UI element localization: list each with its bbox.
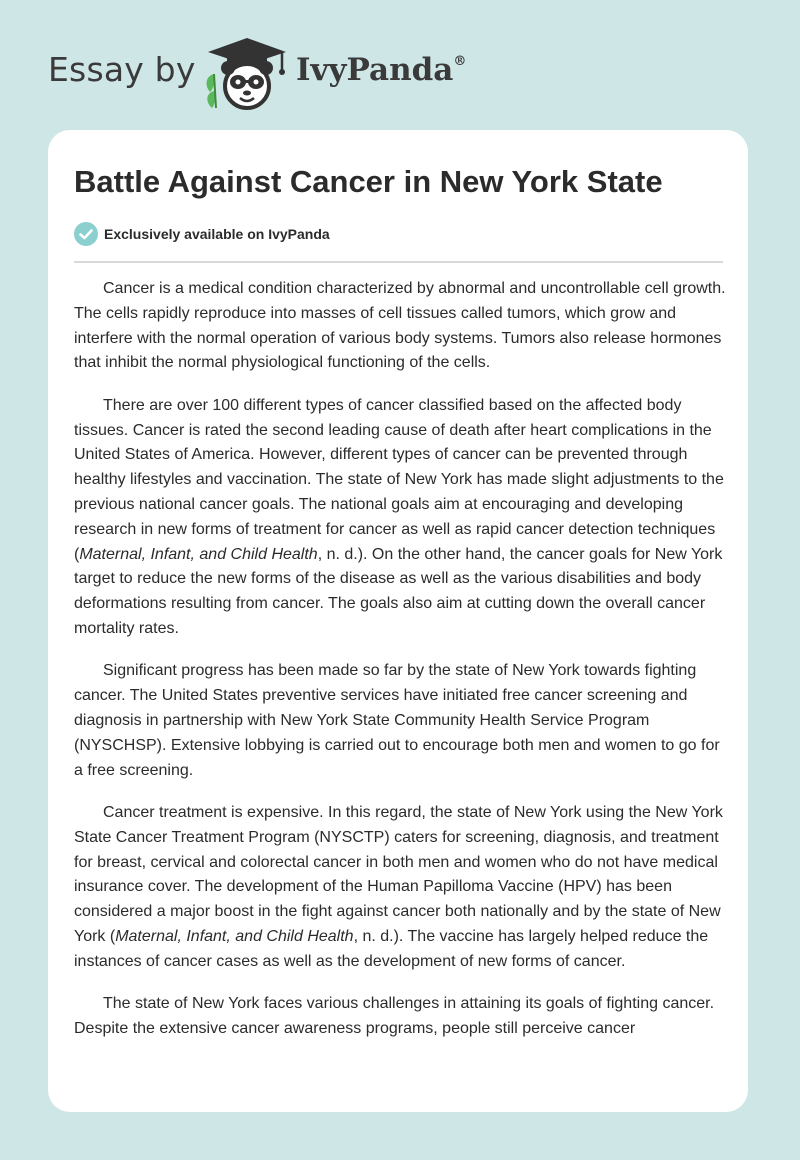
essay-paragraph (74, 801, 726, 975)
paragraph-text: , n. d.). The vaccine has largely helped reduce the instances of cancer cases as well as the development of new forms of cancer. (74, 927, 709, 970)
registered-mark: ® (453, 54, 467, 69)
paragraph-text: Significant progress has been made so far by the state of New York towards fighting cancer. The United States preventive services have initiated free cancer screening and diagnosis in partnership with New York State Community Health Service Program (NYSCHSP). Extensive lobbying is carried out to encourage both men and women to go for a free screening. (74, 662, 720, 779)
citation-title: Maternal, Infant, and Child Health (79, 545, 318, 563)
site-header (0, 0, 800, 130)
essay-by-label: Essay by (48, 50, 196, 89)
essay-paragraph (74, 659, 726, 783)
paragraph-text: Cancer treatment is expensive. In this regard, the state of New York using the New York State Cancer Treatment Program (NYSCTP) caters for screening, diagnosis, and treatment for breast, cervical and colorectal cancer in both men and women who do not have medical insurance cover. The development of the Human Papilloma Vaccine (HPV) has been considered a major boost in the fight against cancer both nationally and by the state of New York ( (74, 803, 723, 945)
essay-paragraph (74, 992, 726, 1042)
page-title: Battle Against Cancer in New York State (74, 164, 663, 199)
essay-paragraph (74, 277, 726, 376)
citation-title: Maternal, Infant, and Child Health (115, 927, 354, 945)
essay-card (48, 130, 748, 1112)
paragraph-text: Cancer is a medical condition characterized by abnormal and uncontrollable cell growth. The cells rapidly reproduce into masses of cell tissues called tumors, which grow and interfere with the normal operation of various body systems. Tumors also release hormones that inhibit the normal physiological functioning of the cells. (74, 280, 726, 372)
paragraph-text: There are over 100 different types of cancer classified based on the affected body tissues. Cancer is rated the second leading cause of death after heart complications in the United States of America. However, different types of cancer can be prevented through healthy lifestyles and vaccination. The state of New York has made slight adjustments to the previous national cancer goals. The national goals aim at encouraging and developing research in new forms of treatment for cancer as well as rapid cancer detection techniques ( (74, 396, 724, 563)
checkmark-circle-icon (74, 222, 98, 246)
paragraph-text: , n. d.). On the other hand, the cancer goals for New York target to reduce the new forms of the disease as well as the various disabilities and body deformations resulting from cancer. The goals also aim at cutting down the overall cancer mortality rates. (74, 545, 723, 637)
exclusive-badge (74, 222, 330, 246)
divider (74, 261, 723, 263)
brand-name[interactable] (296, 52, 466, 88)
panda-logo-icon[interactable] (200, 30, 295, 112)
essay-paragraph (74, 394, 726, 642)
essay-body (74, 277, 726, 1059)
exclusive-badge-text: Exclusively available on IvyPanda (104, 226, 330, 242)
paragraph-text: The state of New York faces various challenges in attaining its goals of fighting cancer. Despite the extensive cancer awareness programs, people still perceive cancer (74, 995, 715, 1037)
brand-text: IvyPanda (296, 52, 454, 88)
